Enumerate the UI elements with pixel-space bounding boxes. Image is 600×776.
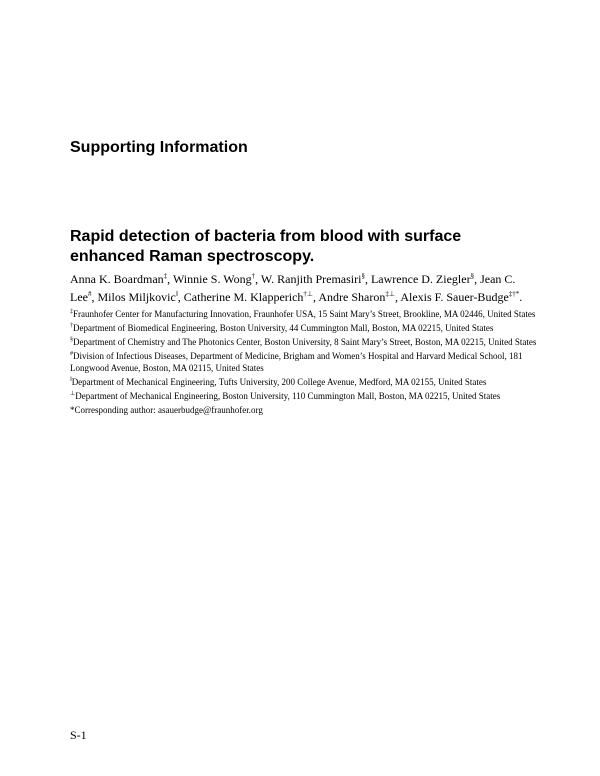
affiliation-text: Department of Chemistry and The Photonics Center, Boston University, 8 Saint Mary’s Street, Boston, MA 02215, United States (73, 337, 537, 347)
corresponding-author: *Corresponding author: asauerbudge@fraunhofer.org (70, 405, 263, 415)
author-separator: , (91, 290, 98, 304)
author-name: Lawrence D. Ziegler (370, 272, 471, 286)
author-affiliation-mark: ǁ (175, 290, 178, 298)
author-name: W. Ranjith Premasiri (260, 272, 362, 286)
affiliation-text: Department of Mechanical Engineering, Boston University, 110 Cummington Mall, Boston, MA 02215, United States (75, 391, 501, 401)
author-separator: , (177, 290, 184, 304)
author-affiliation-mark: § (470, 272, 475, 280)
author-affiliation-mark: †⊥ (303, 290, 314, 298)
affiliation-item (70, 322, 540, 334)
author-separator: , (255, 272, 261, 286)
page-number: S-1 (70, 728, 87, 742)
affiliation-text: Fraunhofer Center for Manufacturing Innovation, Fraunhofer USA, 15 Saint Mary’s Street, Brookline, MA 02446, United States (73, 309, 536, 319)
author-name: Catherine M. Klapperich (183, 290, 304, 304)
author-affiliation-mark: † (251, 272, 256, 280)
affiliation-item (70, 390, 540, 402)
affiliation-mark: ⊥ (70, 391, 76, 397)
author-name: Andre Sharon (318, 290, 386, 304)
author-separator: , (313, 290, 319, 304)
affiliation-mark: † (70, 323, 73, 329)
affiliation-mark: ‡ (70, 309, 73, 315)
author-affiliation-mark: ‡ (163, 272, 168, 280)
paper-title (70, 227, 510, 267)
author-separator: , (474, 272, 481, 286)
author-name: Alexis F. Sauer-Budge (400, 290, 509, 304)
affiliation-mark: # (70, 351, 73, 357)
affiliation-text: Department of Biomedical Engineering, Boston University, 44 Cummington Mall, Boston, MA 02215, United States (73, 323, 494, 333)
affiliation-text: Department of Mechanical Engineering, Tufts University, 200 College Avenue, Medford, MA 02155, United States (71, 377, 487, 387)
author-name: Milos Miljkovic (97, 290, 176, 304)
author-separator: , (394, 290, 401, 304)
author-affiliation-mark: ‡⊥ (385, 290, 395, 298)
author-name: Jean C. Lee (70, 272, 516, 304)
affiliation-item (70, 376, 540, 388)
affiliation-list (70, 308, 540, 416)
author-separator: , (167, 272, 173, 286)
affiliation-text: Division of Infectious Diseases, Department of Medicine, Brigham and Women’s Hospital and Harvard Medical School, 181 Longwood Avenue, Boston, MA 02115, United States (70, 351, 523, 373)
author-affiliation-mark: ‡†* (508, 290, 520, 298)
affiliation-item (70, 308, 540, 320)
section-heading: Supporting Information (70, 139, 248, 156)
affiliation-mark: ǁ (70, 377, 72, 383)
affiliation-item (70, 350, 540, 374)
affiliation-item (70, 336, 540, 348)
author-list (70, 270, 530, 306)
title-line-1: Rapid detection of bacteria from blood with surface (70, 228, 462, 245)
title-line-2: enhanced Raman spectroscopy. (70, 248, 315, 265)
author-name: Winnie S. Wong (172, 272, 252, 286)
author-separator: , (364, 272, 371, 286)
author-affiliation-mark: # (87, 290, 92, 298)
author-name: Anna K. Boardman (70, 272, 164, 286)
author-affiliation-mark: § (361, 272, 365, 280)
author-separator: . (519, 290, 523, 304)
affiliation-mark: § (70, 337, 73, 343)
